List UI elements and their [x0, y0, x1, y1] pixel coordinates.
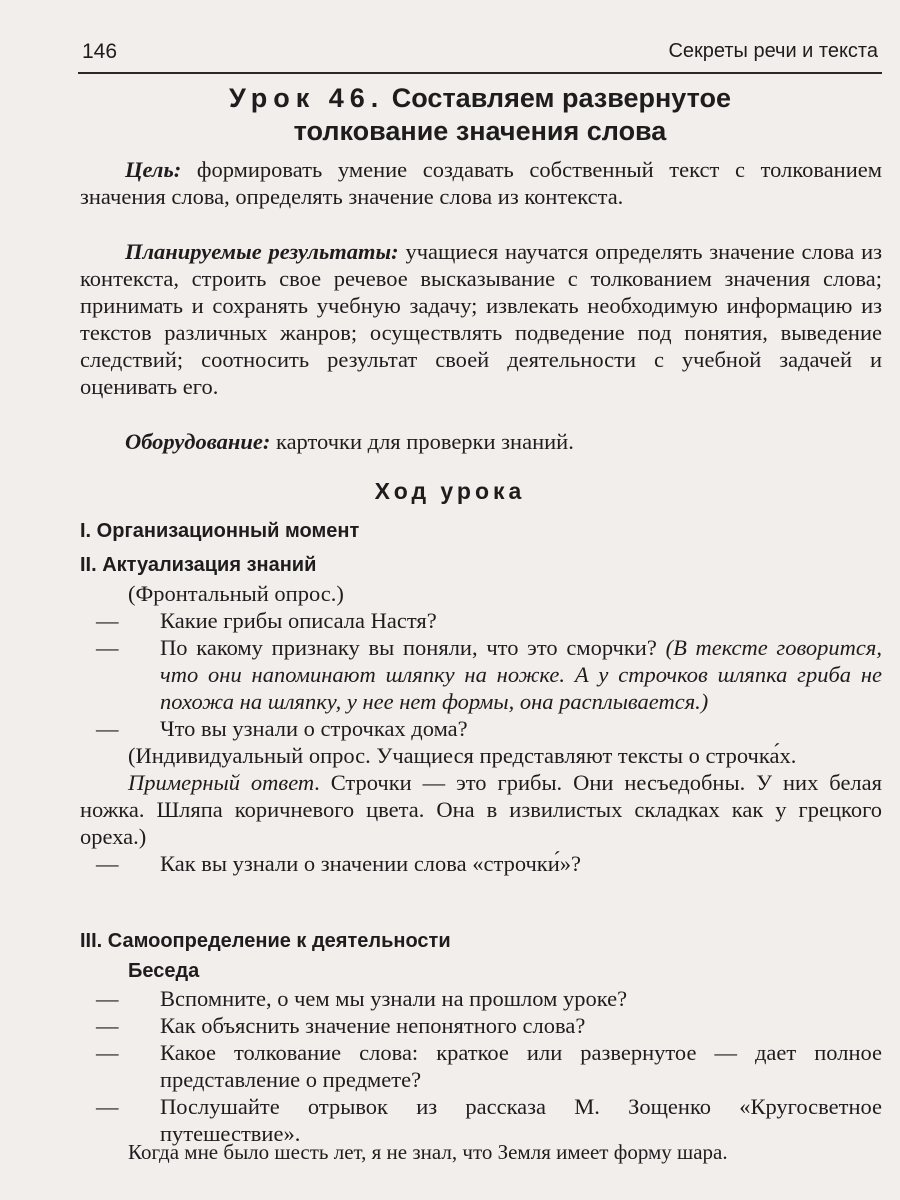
section-2-title: II. Актуализация знаний	[80, 554, 317, 576]
equipment-paragraph	[80, 428, 882, 455]
frontal-survey: (Фронтальный опрос.)	[128, 581, 344, 606]
goal-label: Цель:	[125, 157, 182, 182]
question-item: — Послушайте отрывок из рассказа М. Зощенко «Кругосветное путешествие».	[96, 1094, 882, 1146]
conversation-label: Беседа	[128, 960, 200, 982]
page-number: 146	[82, 40, 118, 63]
results-paragraph	[80, 238, 882, 400]
section-1-title: I. Организационный момент	[80, 520, 360, 542]
question-item: — Как объяснить значение непонятного слова?	[96, 1013, 586, 1038]
lesson-title	[120, 82, 840, 148]
goal-text: формировать умение создавать собственный текст с толкованием значения слова, определять значение слова из контекста.	[80, 157, 882, 209]
course-heading: Ход урока	[374, 478, 526, 504]
question-item: — Что вы узнали о строчках дома?	[96, 716, 468, 741]
results-text: учащиеся научатся определять значение слова из контекста, строить свое речевое высказывание с толкованием значения слова; принимать и сохранять учебную задачу; извлекать необходимую информацию из текстов различных жанров; осуществлять подведение под понятия, выведение следствий; соотносить результат своей деятельности с учебной задачей и оценивать его.	[80, 239, 882, 399]
section-3-body	[80, 956, 882, 1147]
section-3-title: III. Самоопределение к деятельности	[80, 930, 451, 952]
sample-answer: Примерный ответ. Строчки — это грибы. Они несъедобны. У них белая ножка. Шляпа коричневого цвета. Она в извилистых складках как у грецкого ореха.)	[80, 770, 882, 849]
answer-text: (В тексте говорится, что они напоминают шляпку на ножке. А у строчков шляпка гриба не похожа на шляпку, у нее нет формы, она расплывается.)	[160, 635, 883, 714]
running-title: Секреты речи и текста	[668, 40, 878, 62]
equipment-text: карточки для проверки знаний.	[275, 429, 574, 454]
lesson-title-line2: толкование значения слова	[293, 116, 667, 146]
question-item: — Как вы узнали о значении слова «строчки́»?	[96, 851, 582, 876]
question-item: — По какому признаку вы поняли, что это сморчки? (В тексте говорится, что они напоминают шляпку на ножке. А у строчков шляпка гриба не похожа на шляпку, у нее нет формы, она расплывается.)	[96, 635, 883, 714]
section-2-body	[80, 580, 882, 877]
lesson-title-line1: Составляем развернутое	[391, 83, 732, 113]
lesson-number: Урок 46.	[228, 83, 385, 113]
results-label: Планируемые результаты:	[125, 239, 399, 264]
story-excerpt: Когда мне было шесть лет, я не знал, что Земля имеет форму шара.	[128, 1140, 728, 1164]
individual-survey: (Индивидуальный опрос. Учащиеся представляют тексты о строчка́х.	[128, 743, 797, 768]
question-item: — Какое толкование слова: краткое или развернутое — дает полное представление о предмете?	[96, 1040, 882, 1092]
question-item: — Какие грибы описала Настя?	[96, 608, 437, 633]
page-header	[78, 38, 882, 74]
question-item: — Вспомните, о чем мы узнали на прошлом уроке?	[96, 986, 628, 1011]
equipment-label: Оборудование:	[125, 429, 271, 454]
goal-paragraph	[80, 156, 882, 210]
